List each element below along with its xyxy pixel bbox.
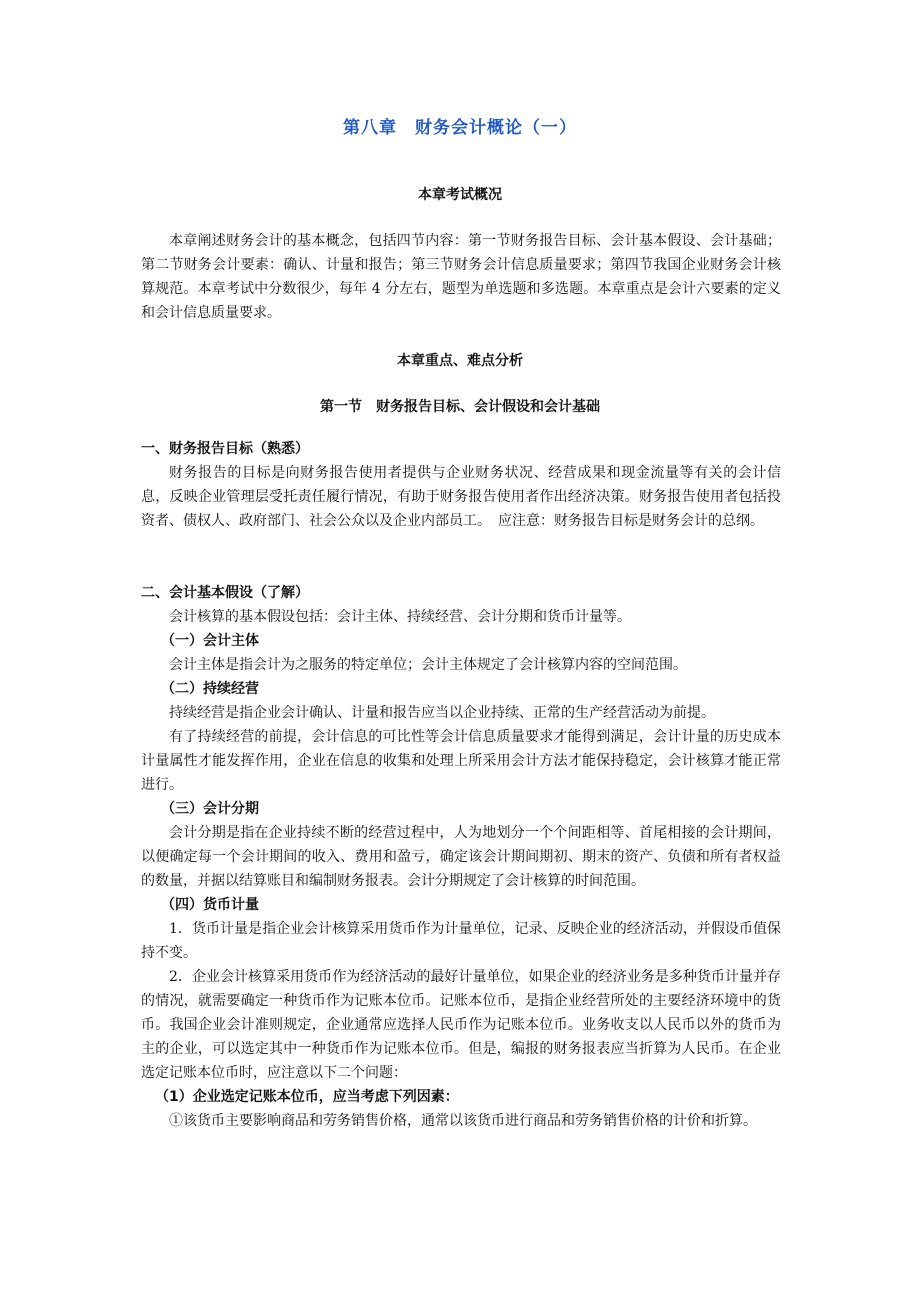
sub4-text2: 2．企业会计核算采用货币作为经济活动的最好计量单位，如果企业的经济业务是多种货币计量并存的情况，就需要确定一种货币作为记账本位币。记账本位币，是指企业经营所处的主要经济环境中的货币。我国企业会计准则规定，企业通常应选择人民币作为记账本位币。业务收支以人民币以外的货币为主的企业，可以选定其中一种货币作为记账本位币。但是，编报的财务报表应当折算为人民币。在企业选定记账本位币时，应注意以下二个问题： — [141, 969, 781, 1081]
sub3-text: 会计分期是指在企业持续不断的经营过程中，人为地划分一个个间距相等、首尾相接的会计期间，以便确定每一个会计期间的收入、费用和盈亏，确定该会计期间期初、期末的资产、负债和所有者权益的数量，并据以结算账目和编制财务报表。会计分期规定了会计核算的时间范围。 — [141, 825, 781, 889]
sub1-heading: （一）会计主体 — [161, 633, 259, 649]
sub2-heading: （二）持续经营 — [161, 681, 259, 697]
sub2-text1: 持续经营是指企业会计确认、计量和报告应当以企业持续、正常的生产经营活动为前提。 — [169, 705, 715, 721]
sub4-text1: 1．货币计量是指企业会计核算采用货币作为计量单位，记录、反映企业的经济活动，并假设币值保持不变。 — [141, 921, 781, 961]
chapter-title: 第八章 财务会计概论（一） — [343, 118, 577, 138]
part1-section — [141, 437, 781, 533]
sub4-heading: （四）货币计量 — [161, 897, 259, 913]
overview-heading: 本章考试概况 — [418, 187, 502, 203]
sub2-text2: 有了持续经营的前提，会计信息的可比性等会计信息质量要求才能得到满足，会计计量的历史成本计量属性才能发挥作用，企业在信息的收集和处理上所采用会计方法才能保持稳定，会计核算才能正常进行。 — [141, 729, 781, 793]
overview-paragraph: 本章阐述财务会计的基本概念，包括四节内容：第一节财务报告目标、会计基本假设、会计基础；第二节财务会计要素：确认、计量和报告；第三节财务会计信息质量要求；第四节我国企业财务会计核算规范。本章考试中分数很少，每年 4 分左右，题型为单选题和多选题。本章重点是会计六要素的定义和会计信息质量要求。 — [141, 233, 781, 321]
part1-paragraph: 财务报告的目标是向财务报告使用者提供与企业财务状况、经营成果和现金流量等有关的会计信息，反映企业管理层受托责任履行情况，有助于财务报告使用者作出经济决策。财务报告使用者包括投资者、债权人、政府部门、社会公众以及企业内部员工。 应注意：财务报告目标是财务会计的总纲。 — [141, 465, 781, 529]
sub4-item1-text: ①该货币主要影响商品和劳务销售价格，通常以该货币进行商品和劳务销售价格的计价和折算。 — [169, 1113, 757, 1129]
sub4-item1-heading: （1）企业选定记账本位币，应当考虑下列因素： — [155, 1089, 459, 1105]
analysis-heading: 本章重点、难点分析 — [397, 353, 523, 369]
part2-intro: 会计核算的基本假设包括：会计主体、持续经营、会计分期和货币计量等。 — [169, 609, 631, 625]
sub1-text: 会计主体是指会计为之服务的特定单位；会计主体规定了会计核算内容的空间范围。 — [169, 657, 687, 673]
part1-heading: 一、财务报告目标（熟悉） — [141, 441, 309, 457]
overview-section — [141, 229, 781, 325]
sub3-heading: （三）会计分期 — [161, 801, 259, 817]
part2-heading: 二、会计基本假设（了解） — [141, 585, 309, 601]
section1-heading: 第一节 财务报告目标、会计假设和会计基础 — [320, 399, 600, 415]
part2-section — [141, 581, 781, 1133]
